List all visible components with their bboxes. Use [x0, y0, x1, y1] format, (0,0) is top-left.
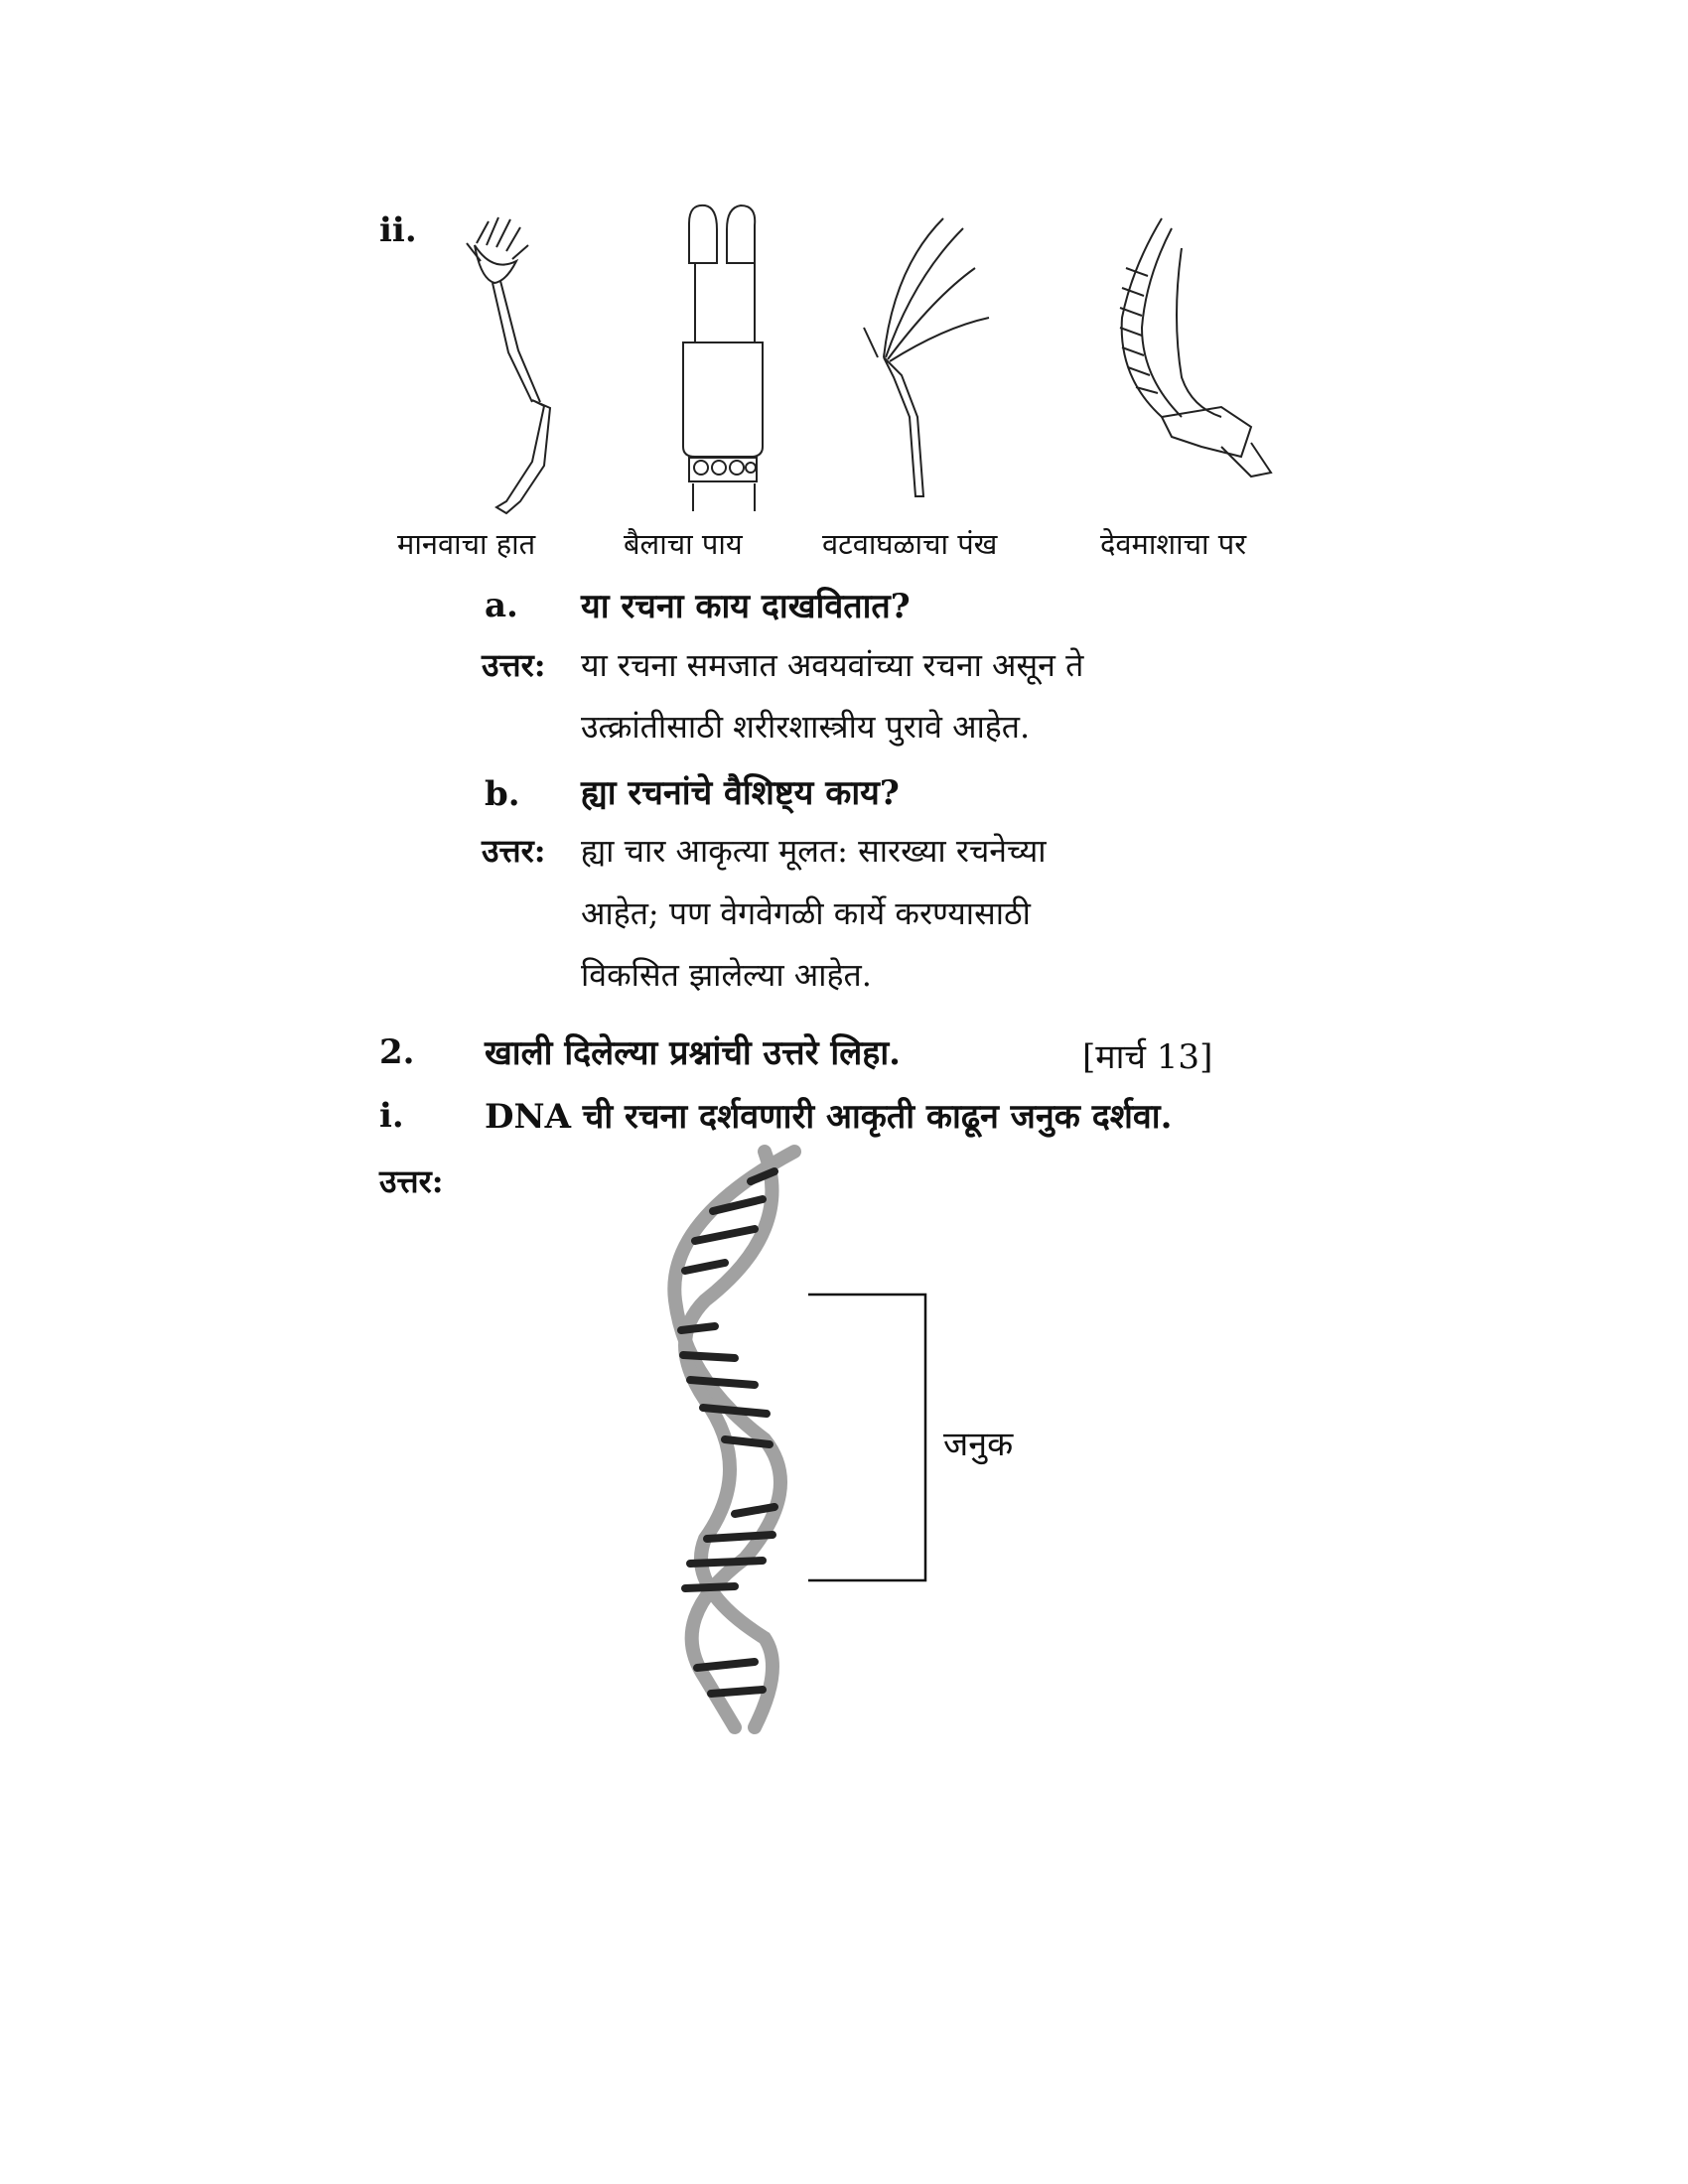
- gene-label: जनुक: [943, 1425, 1014, 1464]
- section-label: ii.: [379, 210, 417, 250]
- question-number: 2.: [379, 1032, 415, 1072]
- question-text: या रचना काय दाखवितात?: [581, 587, 911, 626]
- answer-label: उत्तर:: [482, 646, 546, 684]
- answer-line: विकसित झालेल्या आहेत.: [581, 956, 872, 994]
- question-label: b.: [485, 774, 520, 814]
- figure-caption: वटवाघळाचा पंख: [822, 527, 998, 561]
- answer-line: या रचना समजात अवयवांच्या रचना असून ते: [581, 646, 1084, 684]
- answer-line: ह्या चार आकृत्या मूलत: सारख्या रचनेच्या: [581, 832, 1047, 870]
- human-arm-skeleton-icon: [437, 204, 586, 521]
- exam-tag: [मार्च 13]: [1082, 1037, 1213, 1077]
- figure-caption: मानवाचा हात: [397, 527, 536, 561]
- figure-caption: बैलाचा पाय: [624, 527, 743, 561]
- whale-flipper-skeleton-icon: [1102, 208, 1281, 506]
- answer-line: उत्क्रांतीसाठी शरीरशास्त्रीय पुरावे आहेत.: [581, 708, 1031, 746]
- question-label: i.: [379, 1096, 404, 1136]
- answer-label: उत्तर:: [379, 1162, 444, 1200]
- question-text: खाली दिलेल्या प्रश्नांची उत्तरे लिहा.: [485, 1033, 901, 1073]
- question-label: a.: [485, 586, 518, 625]
- gene-bracket: [804, 1291, 933, 1588]
- figure-caption: देवमाशाचा पर: [1100, 527, 1247, 561]
- bat-wing-skeleton-icon: [844, 208, 1003, 506]
- question-text: DNA ची रचना दर्शवणारी आकृती काढून जनुक दर्शवा.: [485, 1097, 1173, 1137]
- question-text: ह्या रचनांचे वैशिष्ट्य काय?: [581, 773, 900, 813]
- answer-label: उत्तर:: [482, 832, 546, 870]
- answer-line: आहेत; पण वेगवेगळी कार्ये करण्यासाठी: [581, 894, 1031, 932]
- ox-leg-skeleton-icon: [675, 204, 774, 521]
- dna-double-helix-icon: [645, 1142, 824, 1737]
